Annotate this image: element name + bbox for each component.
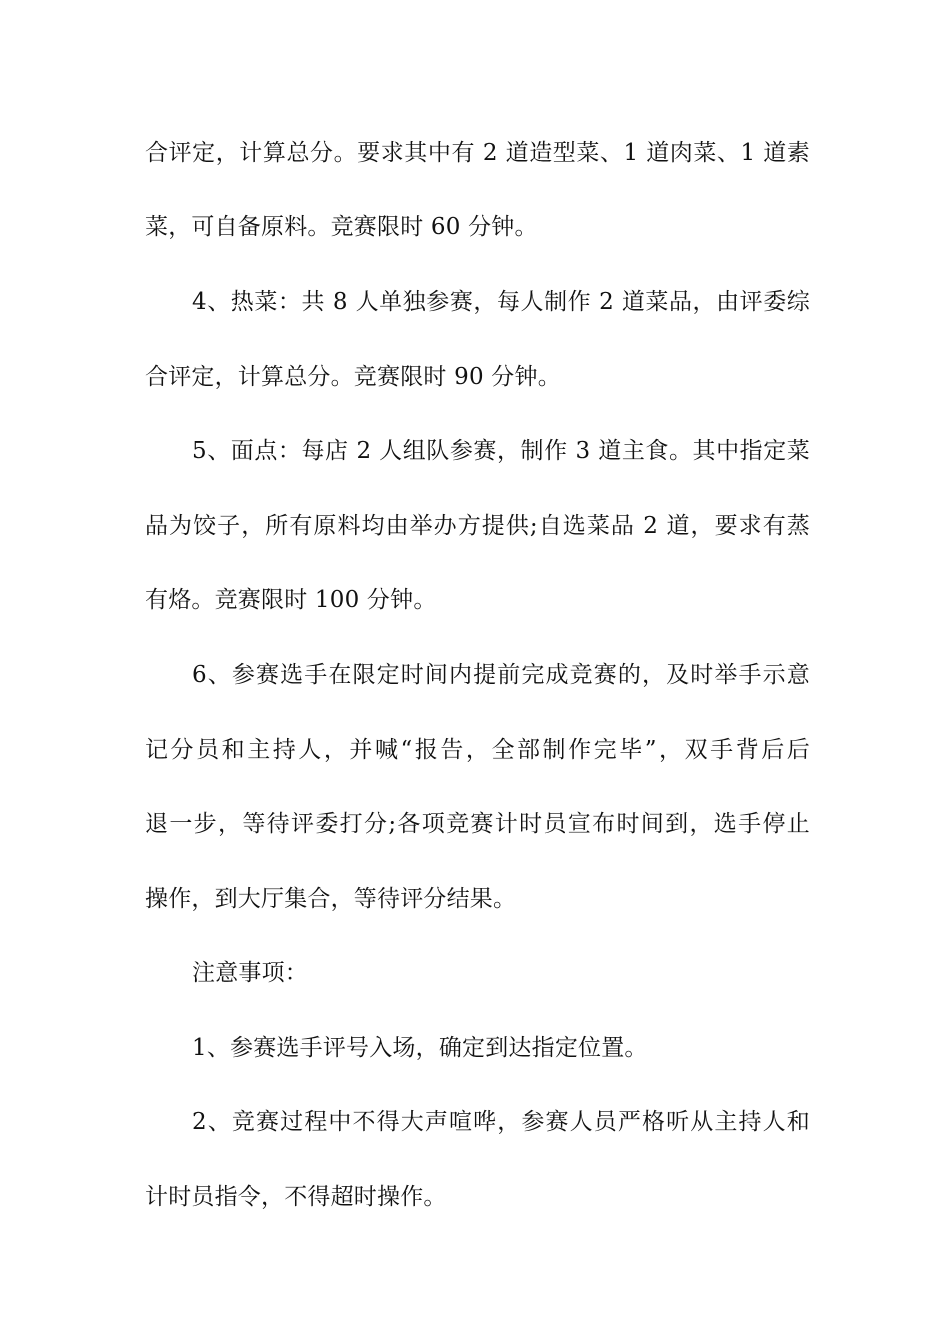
paragraph-line: 品为饺子，所有原料均由举办方提供;自选菜品 2 道，要求有蒸	[145, 513, 810, 539]
section-heading: 注意事项：	[192, 960, 308, 986]
paragraph-line: 6、参赛选手在限定时间内提前完成竞赛的，及时举手示意	[192, 662, 810, 688]
paragraph-line: 2、竞赛过程中不得大声喧哗，参赛人员严格听从主持人和	[192, 1109, 810, 1135]
paragraph-line: 合评定，计算总分。竞赛限时 90 分钟。	[145, 364, 561, 390]
paragraph-line: 1、参赛选手评号入场，确定到达指定位置。	[192, 1035, 648, 1061]
paragraph-line: 菜，可自备原料。竞赛限时 60 分钟。	[145, 214, 538, 240]
paragraph-line: 操作，到大厅集合，等待评分结果。	[145, 886, 517, 912]
paragraph-line: 记分员和主持人，并喊“报告，全部制作完毕”，双手背后后	[145, 737, 810, 763]
paragraph-line: 退一步，等待评委打分;各项竞赛计时员宣布时间到，选手停止	[145, 811, 810, 837]
paragraph-line: 5、面点：每店 2 人组队参赛，制作 3 道主食。其中指定菜	[192, 438, 810, 464]
paragraph-line: 计时员指令，不得超时操作。	[145, 1184, 447, 1210]
paragraph-line: 有烙。竞赛限时 100 分钟。	[145, 587, 437, 613]
paragraph-line: 4、热菜：共 8 人单独参赛，每人制作 2 道菜品，由评委综	[192, 289, 810, 315]
paragraph-line: 合评定，计算总分。要求其中有 2 道造型菜、1 道肉菜、1 道素	[145, 140, 810, 166]
